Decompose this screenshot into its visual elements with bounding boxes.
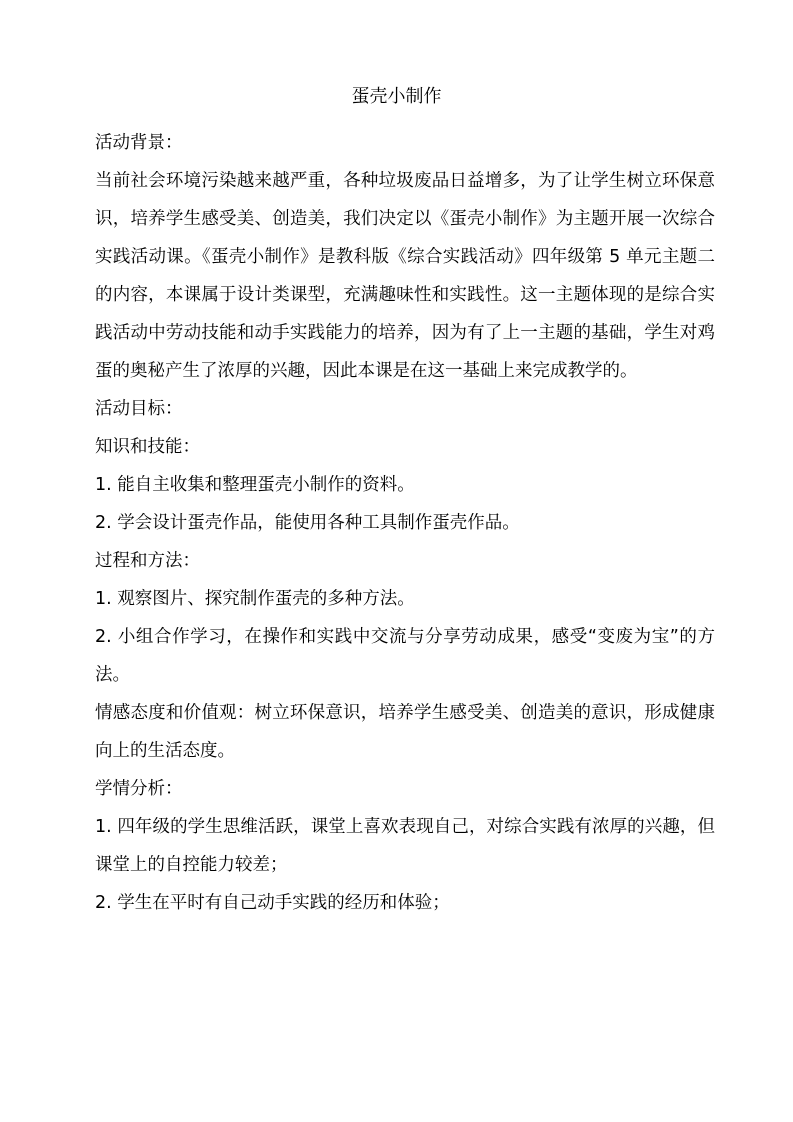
section-heading-learner-analysis: 学情分析： — [95, 779, 183, 799]
emotion-values-paragraph: 情感态度和价值观：树立环保意识，培养学生感受美、创造美的意识，形成健康向上的生活态度。 — [95, 703, 715, 761]
document-body — [95, 124, 715, 922]
list-item: 2. 学会设计蛋壳作品，能使用各种工具制作蛋壳作品。 — [95, 513, 520, 533]
list-item: 1. 能自主收集和整理蛋壳小制作的资料。 — [95, 475, 415, 495]
section-heading-goals: 活动目标： — [95, 399, 183, 419]
list-item: 2. 学生在平时有自己动手实践的经历和体验； — [95, 893, 450, 913]
section-heading-background: 活动背景： — [95, 133, 183, 153]
list-item: 1. 观察图片、探究制作蛋壳的多种方法。 — [95, 589, 415, 609]
list-item: 1. 四年级的学生思维活跃，课堂上喜欢表现自己，对综合实践有浓厚的兴趣，但课堂上的自控能力较差； — [95, 817, 715, 875]
background-paragraph: 当前社会环境污染越来越严重，各种垃圾废品日益增多，为了让学生树立环保意识，培养学生感受美、创造美，我们决定以《蛋壳小制作》为主题开展一次综合实践活动课。《蛋壳小制作》是教科版《综合实践活动》四年级第 5 单元主题二的内容，本课属于设计类课型，充满趣味性和实践性。这一主题体现的是综合实践活动中劳动技能和动手实践能力的培养，因为有了上一主题的基础，学生对鸡蛋的奥秘产生了浓厚的兴趣，因此本课是在这一基础上来完成教学的。 — [95, 171, 715, 381]
subheading-process-methods: 过程和方法： — [95, 551, 200, 571]
subheading-knowledge-skills: 知识和技能： — [95, 437, 200, 457]
document-title: 蛋壳小制作 — [351, 86, 442, 107]
list-item: 2. 小组合作学习，在操作和实践中交流与分享劳动成果，感受“变废为宝”的方法。 — [95, 627, 715, 685]
